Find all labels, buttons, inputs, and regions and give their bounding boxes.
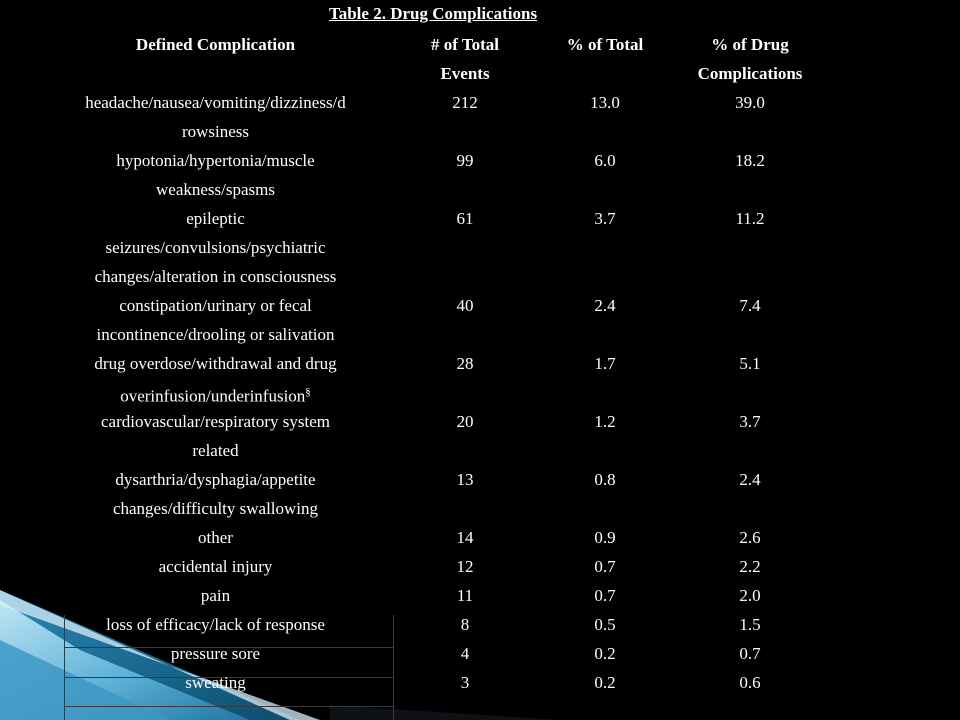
events-cell: 28 [456, 354, 474, 373]
complication-cell [38, 291, 393, 349]
pct-total-cell: 0.7 [594, 557, 616, 576]
table-row [0, 204, 960, 291]
complication-line: overinfusion/underinfusion§ [120, 386, 311, 406]
events-cell: 4 [460, 644, 470, 663]
pct-total-cell: 0.8 [594, 470, 616, 489]
complication-line: loss of efficacy/lack of response [106, 615, 325, 634]
complication-cell [38, 88, 393, 146]
table-grid-line [64, 706, 393, 707]
pct-total-cell: 0.2 [594, 673, 616, 692]
pct-total-cell: 0.5 [594, 615, 616, 634]
pct-drug-cell: 5.1 [739, 354, 761, 373]
events-cell: 12 [456, 557, 474, 576]
table-row [0, 668, 960, 697]
complication-line: seizures/convulsions/psychiatric [105, 238, 326, 257]
complication-line: constipation/urinary or fecal [119, 296, 312, 315]
table-row [0, 349, 960, 407]
header-total-events [395, 30, 535, 88]
table-row [0, 146, 960, 204]
table-row [0, 552, 960, 581]
pct-drug-cell: 2.4 [739, 470, 761, 489]
pct-total-cell: 0.9 [594, 528, 616, 547]
complication-line: dysarthria/dysphagia/appetite [115, 470, 316, 489]
events-cell: 212 [452, 93, 478, 112]
footnote-marker: § [305, 386, 311, 398]
complication-line: changes/difficulty swallowing [112, 499, 319, 518]
events-cell: 61 [456, 209, 474, 228]
table-row [0, 465, 960, 523]
complication-cell [38, 465, 393, 523]
complication-cell [38, 639, 393, 668]
pct-drug-cell: 0.7 [739, 644, 761, 663]
pct-drug-cell: 7.4 [739, 296, 761, 315]
events-cell: 3 [460, 673, 470, 692]
events-cell: 14 [456, 528, 474, 547]
events-cell: 99 [456, 151, 474, 170]
pct-drug-cell: 0.6 [739, 673, 761, 692]
events-cell: 8 [460, 615, 470, 634]
header-line: % of Total [566, 35, 644, 54]
header-line: # of Total [430, 35, 500, 54]
complication-line: headache/nausea/vomiting/dizziness/d [85, 93, 346, 112]
complication-cell [38, 610, 393, 639]
table-row [0, 639, 960, 668]
pct-drug-cell: 18.2 [735, 151, 765, 170]
events-cell: 20 [456, 412, 474, 431]
complication-cell [38, 146, 393, 204]
events-cell: 13 [456, 470, 474, 489]
pct-total-cell: 3.7 [594, 209, 616, 228]
table-row [0, 291, 960, 349]
complication-cell [38, 581, 393, 610]
header-pct-drug [675, 30, 825, 88]
complication-line: rowsiness [181, 122, 250, 141]
complication-line: incontinence/drooling or salivation [96, 325, 335, 344]
complication-line: pain [200, 586, 231, 605]
pct-drug-cell: 2.6 [739, 528, 761, 547]
complication-line: changes/alteration in consciousness [94, 267, 337, 286]
complication-line: related [192, 441, 239, 460]
complication-cell [38, 407, 393, 465]
header-line: Defined Complication [135, 35, 296, 54]
table-row [0, 610, 960, 639]
header-line: Events [440, 64, 490, 83]
header-line: % of Drug [711, 35, 789, 54]
complication-line: hypotonia/hypertonia/muscle [116, 151, 315, 170]
complication-line: pressure sore [170, 644, 261, 663]
complication-line: epileptic [186, 209, 245, 228]
pct-drug-cell: 11.2 [735, 209, 765, 228]
events-cell: 40 [456, 296, 474, 315]
events-cell: 11 [456, 586, 474, 605]
pct-total-cell: 1.2 [594, 412, 616, 431]
pct-total-cell: 0.7 [594, 586, 616, 605]
complication-line: other [198, 528, 233, 547]
pct-total-cell: 1.7 [594, 354, 616, 373]
pct-drug-cell: 1.5 [739, 615, 761, 634]
complication-cell [38, 523, 393, 552]
pct-total-cell: 0.2 [594, 644, 616, 663]
pct-total-cell: 13.0 [590, 93, 620, 112]
header-pct-total [535, 30, 675, 59]
complication-line: drug overdose/withdrawal and drug [94, 354, 337, 373]
table-title: Table 2. Drug Complications [328, 4, 538, 23]
pct-drug-cell: 2.0 [739, 586, 761, 605]
table-row [0, 523, 960, 552]
complication-cell [38, 668, 393, 697]
pct-total-cell: 2.4 [594, 296, 616, 315]
complication-cell [38, 552, 393, 581]
complication-line: cardiovascular/respiratory system [101, 412, 330, 431]
pct-drug-cell: 2.2 [739, 557, 761, 576]
complication-line: sweating [185, 673, 246, 692]
header-line: Complications [697, 64, 803, 83]
table-row [0, 88, 960, 146]
table-row [0, 581, 960, 610]
header-defined-complication [38, 30, 393, 59]
pct-drug-cell: 39.0 [735, 93, 765, 112]
pct-total-cell: 6.0 [594, 151, 616, 170]
complication-cell [38, 204, 393, 291]
pct-drug-cell: 3.7 [739, 412, 761, 431]
table-row [0, 407, 960, 465]
complication-line: accidental injury [158, 557, 273, 576]
complication-line: weakness/spasms [156, 180, 275, 199]
complication-cell [38, 349, 393, 411]
